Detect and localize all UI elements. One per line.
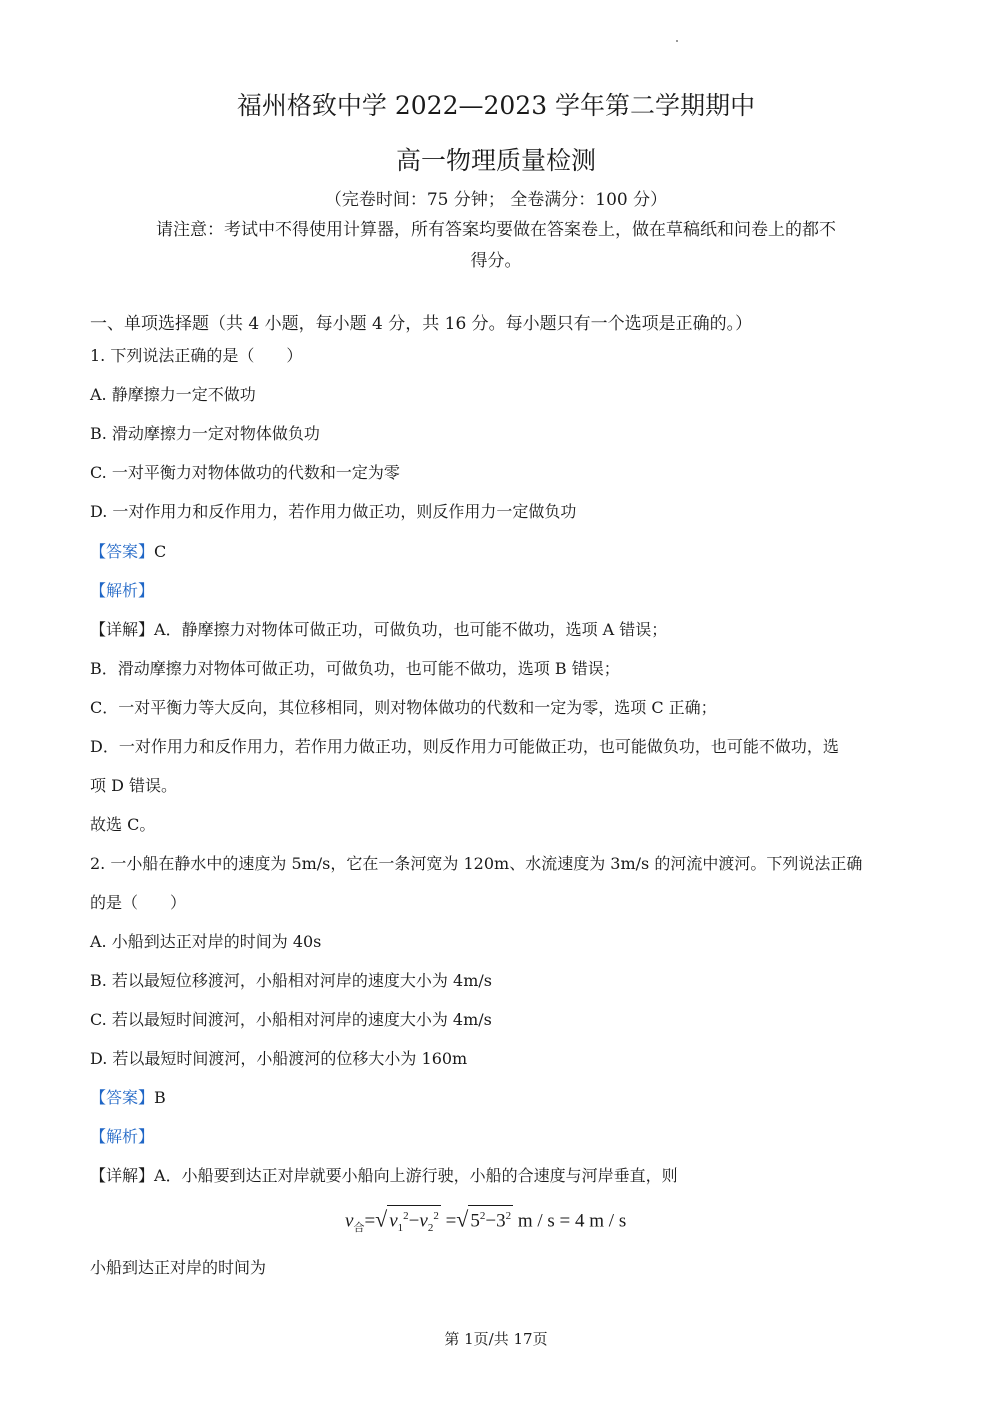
- q1-option-b: B. 滑动摩擦力一定对物体做负功: [90, 424, 320, 443]
- formula-lhs-sub: 合: [353, 1222, 365, 1235]
- answer-value: B: [154, 1088, 166, 1107]
- answer-tag: 【答案】: [90, 1088, 155, 1107]
- q2-answer: [90, 1085, 166, 1108]
- sqrt-icon: √: [456, 1206, 469, 1232]
- detail-text: A．小船要到达正对岸就要小船向上游行驶，小船的合速度与河岸垂直，则: [154, 1166, 678, 1185]
- q2-option-b: B. 若以最短位移渡河，小船相对河岸的速度大小为 4m/s: [90, 971, 492, 990]
- formula-eq: =: [364, 1210, 376, 1232]
- formula-v1: v: [389, 1210, 398, 1232]
- formula-pow-1: 2: [403, 1210, 409, 1222]
- exam-info: （完卷时间：75 分钟； 全卷满分：100 分）: [324, 190, 668, 210]
- page-footer: 第 1页/共 17页: [444, 1330, 548, 1348]
- q2-stem-1: 2. 一小船在静水中的速度为 5m/s，它在一条河宽为 120m、水流速度为 3m/s 的河流中渡河。下列说法正确: [90, 854, 863, 873]
- formula-radicand-2: [468, 1205, 513, 1231]
- q2-detail-a: [90, 1163, 678, 1186]
- formula-lhs: v: [345, 1210, 354, 1232]
- velocity-formula: [345, 1205, 626, 1238]
- q2-option-c: C. 若以最短时间渡河，小船相对河岸的速度大小为 4m/s: [90, 1010, 492, 1029]
- q1-option-a: A. 静摩擦力一定不做功: [90, 385, 256, 404]
- q2-after-formula: 小船到达正对岸的时间为: [90, 1258, 267, 1277]
- formula-v2: v: [419, 1210, 428, 1232]
- formula-eq-2: =: [445, 1210, 457, 1232]
- formula-minus-2: −: [485, 1210, 497, 1232]
- q1-option-c: C. 一对平衡力对物体做功的代数和一定为零: [90, 463, 400, 482]
- formula-pow-2: 2: [433, 1210, 439, 1222]
- q1-detail-d-cont: 项 D 错误。: [90, 776, 178, 795]
- scan-dot: [676, 40, 678, 42]
- formula-minus-1: −: [408, 1210, 420, 1232]
- q1-stem: 1. 下列说法正确的是（ ）: [90, 346, 303, 365]
- q2-option-d: D. 若以最短时间渡河，小船渡河的位移大小为 160m: [90, 1049, 468, 1068]
- formula-num-3: 3: [496, 1210, 506, 1232]
- q1-detail-c: C．一对平衡力等大反向，其位移相同，则对物体做功的代数和一定为零，选项 C 正确；: [90, 698, 717, 717]
- detail-tag: 【详解】: [90, 620, 155, 639]
- q1-option-d: D. 一对作用力和反作用力，若作用力做正功，则反作用力一定做负功: [90, 502, 577, 521]
- q1-detail-a: [90, 617, 667, 640]
- q2-option-a: A. 小船到达正对岸的时间为 40s: [90, 932, 322, 951]
- formula-result: m / s = 4 m / s: [517, 1210, 627, 1232]
- detail-tag: 【详解】: [90, 1166, 155, 1185]
- q1-analysis-tag: 【解析】: [90, 581, 155, 600]
- section-heading: 一、单项选择题（共 4 小题，每小题 4 分，共 16 分。每小题只有一个选项是正确的。）: [90, 314, 753, 334]
- q1-conclusion: 故选 C。: [90, 815, 156, 834]
- answer-value: C: [154, 542, 167, 561]
- formula-sub-1: 1: [397, 1222, 404, 1235]
- q1-answer: [90, 539, 166, 562]
- sqrt-icon: √: [375, 1206, 388, 1232]
- formula-pow-4: 2: [505, 1210, 512, 1222]
- detail-text: A．静摩擦力对物体可做正功，可做负功，也可能不做功，选项 A 错误；: [154, 620, 668, 639]
- q1-detail-b: B．滑动摩擦力对物体可做正功，可做负功，也可能不做功，选项 B 错误；: [90, 659, 620, 678]
- formula-sub-2: 2: [427, 1222, 434, 1235]
- formula-pow-3: 2: [479, 1210, 486, 1222]
- formula-radicand-1: [387, 1205, 441, 1238]
- q2-analysis-tag: 【解析】: [90, 1127, 155, 1146]
- answer-tag: 【答案】: [90, 542, 155, 561]
- notice-line-2: 得分。: [470, 251, 522, 271]
- formula-num-5: 5: [470, 1210, 480, 1232]
- q2-stem-2: 的是（ ）: [90, 893, 187, 912]
- page-subtitle: 高一物理质量检测: [395, 146, 596, 175]
- q1-detail-d: D．一对作用力和反作用力，若作用力做正功，则反作用力可能做正功，也可能做负功，也可能不做功，选: [90, 737, 839, 756]
- notice-line-1: 请注意：考试中不得使用计算器，所有答案均要做在答案卷上，做在草稿纸和问卷上的都不: [156, 220, 836, 240]
- page-title: 福州格致中学 2022—2023 学年第二学期期中: [236, 91, 756, 120]
